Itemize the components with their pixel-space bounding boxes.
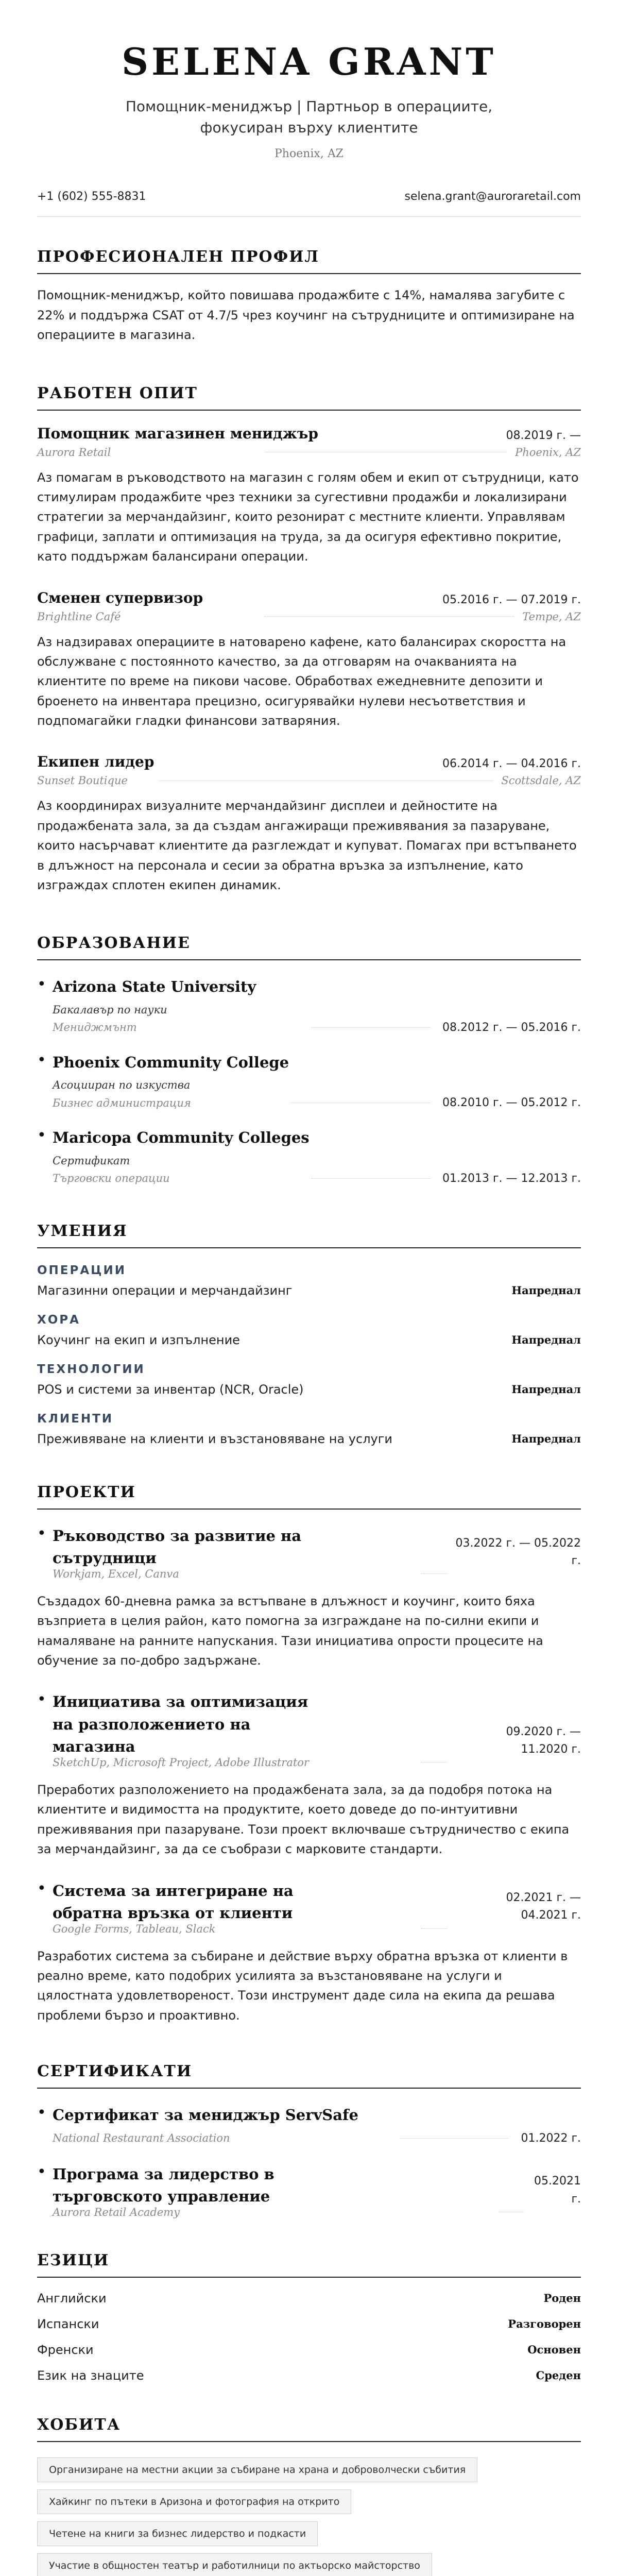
dotted-leader xyxy=(312,1027,430,1028)
job-description: Аз надзиравах операциите в натоварено кафене, като балансирах скоростта на обслужване с постоянното качество, за да отговарям на очакванията на клиентите по време на пикови часове. Обработвах ежедневните депозити и броенето на инвентара прецизно, осигурявайки нулеви несъответствия и подпомагайки гладки финансови затваряния. xyxy=(37,634,566,728)
field-of-study: Търговски операции xyxy=(53,1172,170,1185)
certificate-date-suffix: г. xyxy=(571,2192,581,2206)
school-name: • Maricopa Community Colleges xyxy=(53,1129,310,1147)
language-level: Разговорен xyxy=(508,2317,581,2331)
dotted-leader xyxy=(421,1928,447,1929)
skill-name: POS и системи за инвентар (NCR, Oracle) xyxy=(37,1382,304,1397)
job-date: 08.2019 г. — xyxy=(506,429,581,442)
project-entry xyxy=(37,1691,581,1859)
school-name: • Arizona State University xyxy=(53,978,256,996)
skill-level: Напреднал xyxy=(511,1383,581,1396)
certificate-issuer: National Restaurant Association xyxy=(53,2132,230,2145)
dotted-leader xyxy=(400,2138,508,2139)
projects-section xyxy=(37,1483,581,2025)
section-title: УМЕНИЯ xyxy=(37,1222,581,1248)
project-name: • Инициатива за оптимизация на разположението на магазина xyxy=(53,1693,308,1756)
dotted-leader xyxy=(312,1178,430,1179)
job-entry xyxy=(37,753,581,895)
education-entry xyxy=(37,1127,581,1185)
section-title: СЕРТИФИКАТИ xyxy=(37,2062,581,2089)
certificate-issuer: Aurora Retail Academy xyxy=(53,2206,180,2218)
certificate-entry xyxy=(37,2104,581,2145)
language-name: Език на знаците xyxy=(37,2368,144,2383)
education-section xyxy=(37,934,581,1185)
language-row xyxy=(37,2317,581,2331)
certificate-name: • Програма за лидерство в търговското управление xyxy=(53,2165,274,2206)
education-date: 08.2010 г. — 05.2012 г. xyxy=(442,1096,581,1110)
skill-level: Напреднал xyxy=(511,1432,581,1446)
job-date: 06.2014 г. — 04.2016 г. xyxy=(442,757,581,771)
certificates-section xyxy=(37,2062,581,2218)
project-date-end: 11.2020 г. xyxy=(521,1742,581,1756)
skills-section xyxy=(37,1222,581,1446)
project-date-start: 09.2020 г. — xyxy=(506,1725,581,1738)
project-description: Създадох 60-дневна рамка за встъпване в длъжност и коучинг, които бяха възприета в целия район, като помогна за изграждане на по-силни екипи и намаляване на ранните напускания. Тази инициатива опрости процесите на обучение за по-добро задържане. xyxy=(37,1594,543,1668)
skill-level: Напреднал xyxy=(511,1333,581,1347)
project-tools: SketchUp, Microsoft Project, Adobe Illustrator xyxy=(53,1756,309,1769)
hobby-chip: Организиране на местни акции за събиране на храна и доброволчески събития xyxy=(37,2458,477,2482)
dotted-leader xyxy=(421,1573,447,1574)
skill-name: Коучинг на екип и изпълнение xyxy=(37,1332,240,1347)
project-description: Разработих система за събиране и действие върху обратна връзка от клиенти в реално време, като подобрих усилията за възстановяване на услуги и цялостната удовлетвореност. Този инструмент даде сила на екипа да решава проблеми бързо и проактивно. xyxy=(37,1948,568,2023)
language-level: Роден xyxy=(543,2292,581,2305)
language-level: Среден xyxy=(536,2369,581,2382)
skill-category: ОПЕРАЦИИ xyxy=(37,1263,127,1277)
candidate-name: SELENA GRANT xyxy=(122,40,496,83)
job-date: 05.2016 г. — 07.2019 г. xyxy=(442,593,581,606)
project-name: • Система за интегриране на обратна връзка от клиенти xyxy=(53,1882,294,1922)
job-company: Sunset Boutique xyxy=(37,774,128,787)
hobby-chip: Четене на книги за бизнес лидерство и подкасти xyxy=(37,2521,318,2546)
email: selena.grant@auroraretail.com xyxy=(404,190,581,204)
hobbies-section xyxy=(37,2416,581,2576)
skill-level: Напреднал xyxy=(511,1284,581,1297)
headline: Помощник-мениджър | Партньор в операциите, фокусиран върху клиентите xyxy=(125,98,493,136)
certificate-date: 01.2022 г. xyxy=(521,2131,581,2145)
job-location: Tempe, AZ xyxy=(522,610,581,623)
project-name: • Ръководство за развитие на сътрудници xyxy=(53,1527,302,1567)
job-company: Aurora Retail xyxy=(37,446,111,459)
divider xyxy=(37,216,581,217)
certificate-name: • Сертификат за мениджър ServSafe xyxy=(53,2106,358,2124)
project-date-start: 03.2022 г. — 05.2022 xyxy=(455,1536,581,1550)
profile-text: Помощник-мениджър, който повишава продажбите с 14%, намалява загубите с 22% и поддържа CSAT от 4.7/5 чрез коучинг на сътрудниците и оптимизиране на операциите в магазина. xyxy=(37,288,575,343)
job-role: Помощник магазинен мениджър xyxy=(37,425,318,442)
profile-section xyxy=(37,248,581,345)
language-row xyxy=(37,2343,581,2357)
education-date: 01.2013 г. — 12.2013 г. xyxy=(442,1172,581,1185)
project-tools: Google Forms, Tableau, Slack xyxy=(53,1922,216,1935)
certificate-entry xyxy=(37,2163,581,2218)
project-entry xyxy=(37,1525,581,1671)
phone: +1 (602) 555-8831 xyxy=(37,190,146,204)
skill-group xyxy=(37,1363,581,1397)
field-of-study: Бизнес администрация xyxy=(53,1096,191,1109)
education-date: 08.2012 г. — 05.2016 г. xyxy=(442,1021,581,1034)
skill-group xyxy=(37,1313,581,1347)
section-title: ХОБИТА xyxy=(37,2416,581,2442)
section-title: РАБОТЕН ОПИТ xyxy=(37,384,581,411)
project-tools: Workjam, Excel, Canva xyxy=(53,1567,179,1580)
job-entry xyxy=(37,589,581,731)
language-level: Основен xyxy=(527,2343,581,2357)
job-description: Аз координирах визуалните мерчандайзинг дисплеи и дейностите на продажбената зала, за да създам ангажиращи преживявания за пазаруване, които насърчават клиентите да разглеждат и купуват. Помагах при встъпването в длъжност на персонала и сесии за обратна връзка за изпълнение, като изграждах сплотен екипен динамик. xyxy=(37,799,577,893)
skill-category: ХОРА xyxy=(37,1313,80,1327)
contact-row xyxy=(37,190,581,203)
skill-group xyxy=(37,1412,581,1446)
resume-header xyxy=(37,41,581,160)
job-company: Brightline Café xyxy=(37,610,121,623)
degree: Сертификат xyxy=(53,1154,130,1167)
project-description: Преработих разположението на продажбената зала, за да подобря потока на клиентите и видимостта на продуктите, което доведе до по-интуитивни преживявания при пазаруване. Този проект включваше сътрудничество с екипа за мерчандайзинг, за да се съобрази с марковите стандарти. xyxy=(37,1782,570,1857)
project-date xyxy=(452,1535,581,1570)
skill-category: КЛИЕНТИ xyxy=(37,1412,114,1426)
section-title: ПРОЕКТИ xyxy=(37,1483,581,1510)
section-title: ОБРАЗОВАНИЕ xyxy=(37,934,581,960)
job-location: Scottsdale, AZ xyxy=(501,774,581,787)
hobby-chip: Хайкинг по пътеки в Аризона и фотография на открито xyxy=(37,2489,351,2514)
job-description: Аз помагам в ръководството на магазин с голям обем и екип от сътрудници, като стимулирам продажбите чрез техники за сугестивни продажби и локализирани стратегии за мерчандайзинг, които резонират с местните клиенти. Управлявам графици, заплати и оптимизация на труда, за да осигуря ефективно покритие, като поддържам балансирани операции. xyxy=(37,470,579,564)
job-role: Екипен лидер xyxy=(37,753,154,771)
project-date xyxy=(452,1723,581,1758)
job-entry xyxy=(37,425,581,567)
language-row xyxy=(37,2291,581,2306)
job-role: Сменен супервизор xyxy=(37,589,203,606)
hobby-chip: Участие в общностен театър и работилници по актьорско майсторство xyxy=(37,2553,432,2576)
skill-name: Преживяване на клиенти и възстановяване на услуги xyxy=(37,1431,392,1446)
language-row xyxy=(37,2368,581,2383)
project-date-end: 04.2021 г. xyxy=(521,1909,581,1922)
section-title: ЕЗИЦИ xyxy=(37,2251,581,2278)
field-of-study: Мениджмънт xyxy=(53,1021,137,1034)
experience-section xyxy=(37,384,581,895)
project-date-end: г. xyxy=(571,1554,581,1567)
education-entry xyxy=(37,1052,581,1110)
dotted-leader xyxy=(265,616,514,617)
section-title: ПРОФЕСИОНАЛЕН ПРОФИЛ xyxy=(37,248,581,274)
project-entry xyxy=(37,1880,581,2026)
school-name: • Phoenix Community College xyxy=(53,1053,289,1071)
hobby-list xyxy=(37,2450,581,2576)
languages-section xyxy=(37,2251,581,2383)
project-date-start: 02.2021 г. — xyxy=(506,1891,581,1905)
language-name: Английски xyxy=(37,2291,107,2306)
project-date xyxy=(452,1889,581,1924)
language-name: Испански xyxy=(37,2316,99,2331)
degree: Асоцииран по изкуства xyxy=(53,1079,191,1092)
skill-category: ТЕХНОЛОГИИ xyxy=(37,1362,145,1376)
certificate-date-line: 05.2021 xyxy=(534,2175,581,2188)
job-location: Phoenix, AZ xyxy=(515,446,581,459)
skill-group xyxy=(37,1264,581,1298)
language-name: Френски xyxy=(37,2342,94,2357)
education-entry xyxy=(37,976,581,1034)
degree: Бакалавър по науки xyxy=(53,1003,167,1016)
skill-name: Магазинни операции и мерчандайзинг xyxy=(37,1283,293,1298)
certificate-date xyxy=(519,2173,581,2208)
location: Phoenix, AZ xyxy=(274,147,344,161)
